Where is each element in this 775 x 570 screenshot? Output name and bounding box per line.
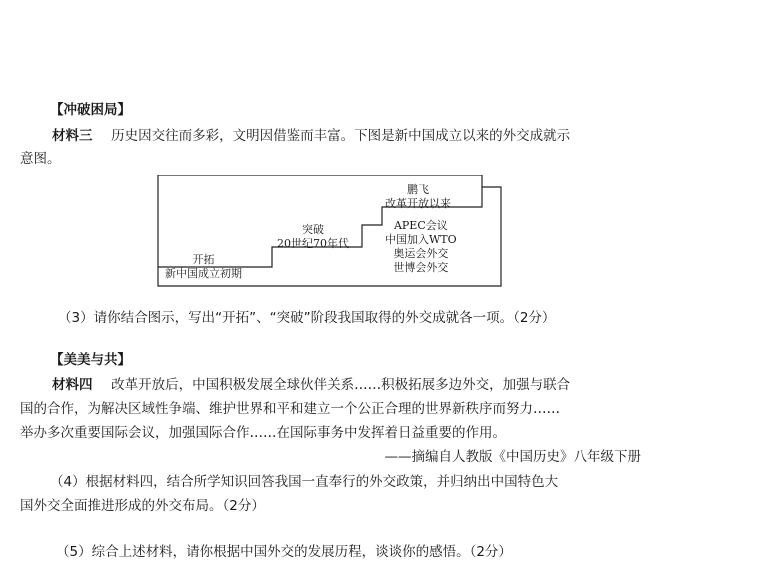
material-three-label: 材料三: [52, 128, 93, 144]
stage-kaituo: [165, 253, 242, 281]
stage-tupo-period: 20世纪70年代: [277, 237, 349, 250]
event-apec: APEC会议: [393, 219, 448, 232]
stage-kaituo-period: 新中国成立初期: [165, 267, 242, 280]
diplomacy-staircase-diagram: [157, 175, 502, 287]
event-wto: 中国加入WTO: [385, 233, 457, 246]
event-expo: 世博会外交: [393, 261, 449, 274]
stage-kaituo-name: 开拓: [192, 253, 215, 266]
question-3: （3）请你结合图示，写出“开拓”、“突破”阶段我国取得的外交成就各一项。（2分）: [58, 310, 556, 326]
stage-pengfei-events: [385, 219, 457, 275]
stage-pengfei-period: 改革开放以来: [385, 197, 451, 210]
section-heading-harmony: 【美美与共】: [50, 352, 131, 368]
section-heading-breakthrough: 【冲破困局】: [50, 102, 131, 118]
question-4-line-1: （4）根据材料四，结合所学知识回答我国一直奉行的外交政策，并归纳出中国特色大: [50, 474, 559, 490]
material-three-text: 历史因交往而多彩，文明因借鉴而丰富。下图是新中国成立以来的外交成就示: [111, 128, 571, 144]
stage-tupo: [277, 223, 349, 251]
material-four-label: 材料四: [52, 377, 93, 393]
material-four-text-3: 举办多次重要国际会议，加强国际合作……在国际事务中发挥着日益重要的作用。: [20, 425, 506, 441]
material-three-line: [52, 126, 570, 146]
material-three-text-cont: 意图。: [20, 151, 61, 167]
material-four-text-1: 改革开放后，中国积极发展全球伙伴关系……积极拓展多边外交，加强与联合: [111, 377, 571, 393]
stage-tupo-name: 突破: [302, 223, 324, 236]
event-olympics: 奥运会外交: [393, 247, 449, 260]
stage-pengfei: [385, 183, 451, 211]
stage-pengfei-name: 鹏飞: [407, 183, 429, 196]
question-5: （5）综合上述材料，请你根据中国外交的发展历程，谈谈你的感悟。（2分）: [56, 544, 512, 560]
material-four-line: [52, 375, 570, 395]
question-4-line-2: 国外交全面推进形成的外交布局。（2分）: [20, 498, 265, 514]
material-four-text-2: 国的合作，为解决区域性争端、维护世界和平和建立一个公正合理的世界新秩序而努力……: [20, 401, 560, 417]
material-four-source: ——摘编自人教版《中国历史》八年级下册: [384, 449, 641, 465]
